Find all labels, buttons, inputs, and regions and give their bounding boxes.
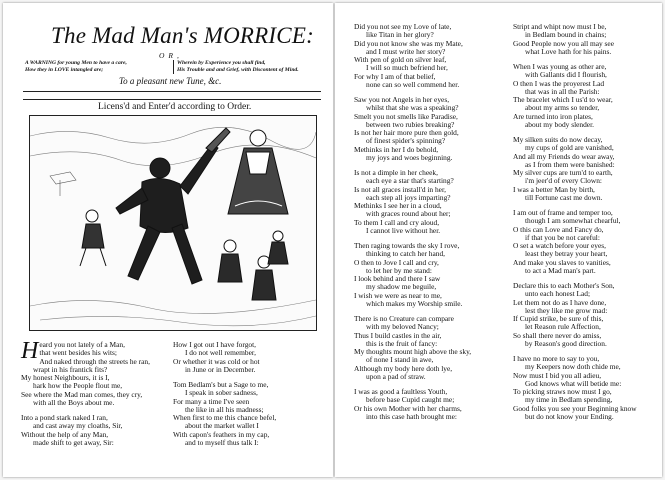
verse-line: my joys and woes beginning. <box>366 152 453 162</box>
verse-line: Methinks I see her in a cloud, <box>354 201 442 210</box>
verse-line: Did you not know she was my Mate, <box>354 38 463 48</box>
verse-line: to let her by me stand: <box>366 265 432 275</box>
licence-rule <box>23 99 321 100</box>
top-rule <box>23 91 321 92</box>
verse-line: I wish we were as near to me, <box>354 290 442 300</box>
or-line: OR, <box>159 51 183 60</box>
verse-line: and I must write her story? <box>366 46 446 56</box>
verse-line: and to myself thus talk I: <box>185 437 259 447</box>
verse-line: Good People now you all may see <box>513 38 614 48</box>
verse-line: There is no Creature can compare <box>354 314 454 323</box>
verse-line: each step all joys imparting? <box>366 192 451 202</box>
verse-line: With pen of gold on silver leaf, <box>354 55 447 64</box>
verse-line: in June or in December. <box>185 364 256 374</box>
verse-line: in Bedlam bound in chains; <box>525 30 607 40</box>
verse-line: my Keepers now doth chide me, <box>525 362 621 372</box>
ballad-title <box>51 23 314 49</box>
verse-line: made shift to get away, Sir: <box>33 437 114 447</box>
verse-line: I was a better Man by birth, <box>513 184 595 194</box>
verse-line: hark how the People flout me, <box>33 381 123 391</box>
verse-line: eard you not lately of a Man, <box>39 340 125 349</box>
verse-line: let Reason rule Affection, <box>525 322 601 332</box>
verse-line: i'm jeer'd of every Clown: <box>525 176 602 186</box>
verse-line: So shall there never do amiss, <box>513 330 602 340</box>
verse-line: I was as good a faultless Youth, <box>354 387 448 396</box>
verse-line: Tom Bedlam's but a Sage to me, <box>173 380 269 389</box>
verse-line: before base Cupid caught me; <box>366 395 455 405</box>
verse-line: into this case hath brought me: <box>366 411 457 421</box>
verse-line: My thoughts mount high above the sky, <box>354 347 472 356</box>
verse-line: To them I call and cry aloud, <box>354 217 440 227</box>
subtitle-left-line: How they in LOVE intangled are; <box>25 67 104 73</box>
left-column-2 <box>173 341 328 447</box>
left-page <box>3 3 333 477</box>
verse-line: Are turned into iron plates, <box>513 111 593 121</box>
drop-cap: H <box>21 338 39 364</box>
subtitle-right <box>173 60 299 74</box>
verse-line: Saw you not Angels in her eyes, <box>354 95 450 104</box>
verse-line: like Titan in her glory? <box>366 30 434 40</box>
verse-line: as I from them were banished: <box>525 159 615 169</box>
verse-line: Is not all graces install'd in her, <box>354 184 446 194</box>
verse-line: upon a pad of straw. <box>366 371 426 381</box>
verse-line: I cannot live without her. <box>366 225 441 235</box>
verse-line: For many a time I've seen <box>173 396 250 406</box>
verse-line: and cast away my cloaths, Sir, <box>33 421 123 431</box>
woodcut-drawing <box>30 116 316 330</box>
verse-line: what Love hath for his pains. <box>525 46 612 56</box>
subtitle-left <box>25 60 127 74</box>
verse-line: And all my Friends do wear away, <box>513 151 615 161</box>
verse-line: till Fortune cast me down. <box>525 192 603 202</box>
right-column-2 <box>513 23 662 421</box>
verse-line: And naked through the streets he ran, <box>39 356 150 366</box>
verse-line: My silver cups are turn'd to earth, <box>513 168 613 177</box>
verse-line: I do not well remember, <box>185 348 256 358</box>
verse-line: of finest spider's spinning? <box>366 136 446 146</box>
verse-line: To picking straws now must I go, <box>513 387 612 396</box>
subtitle-left-line: A WARNING for young Men to have a care, <box>25 60 127 66</box>
verse-line: O set a watch before your eyes, <box>513 241 606 250</box>
verse-line: between two rubies breaking? <box>366 119 455 129</box>
verse-line: Declare this to each Mother's Son, <box>513 281 615 290</box>
verse-line: but do not know your Ending. <box>525 411 614 421</box>
verse-line: none can so well commend her. <box>366 79 460 89</box>
verse-line: Stript and whipt now must I be, <box>513 22 607 31</box>
right-page <box>335 3 662 477</box>
verse-line: I look behind and there I saw <box>354 274 441 283</box>
verse-line: my cups of gold are vanished, <box>525 143 614 153</box>
left-column-1 <box>21 338 171 447</box>
tune-line: To a pleasant new Tune, &c. <box>119 76 222 86</box>
verse-line: O then I was the proyerest Lad <box>513 78 605 88</box>
verse-line: whilst that she was a speaking? <box>366 103 459 113</box>
verse-line: I have no more to say to you, <box>513 354 600 363</box>
verse-line: lest they like me grow mad: <box>525 305 608 315</box>
verse-line: The bracelet which I us'd to wear, <box>513 95 613 104</box>
verse-line: When first to me this chance befel, <box>173 413 277 422</box>
verse-line: Methinks in her I do behold, <box>354 144 439 154</box>
verse-line: I will so much befriend her, <box>366 63 448 73</box>
title-caps: MORRICE: <box>203 23 314 48</box>
verse-line: thinking to catch her hand, <box>366 249 446 259</box>
verse-line: with all the Boys about me. <box>33 397 115 407</box>
verse-line: I speak in sober sadness, <box>185 388 258 398</box>
verse-line: by Reason's good direction. <box>525 338 607 348</box>
subtitle-right-line: His Trouble and and Grief, with Discontent of Mind. <box>177 67 299 73</box>
verse-line: which makes my Worship smile. <box>366 298 463 308</box>
verse-line: With capon's feathers in my cap, <box>173 429 270 439</box>
verse-line: Into a pond stark naked I ran, <box>21 413 108 422</box>
verse-line: Although my body here doth lye, <box>354 363 453 373</box>
verse-line: each eye a star that's starting? <box>366 176 454 186</box>
verse-line: Then raging towards the sky I rove, <box>354 241 460 250</box>
verse-line: least they betray your heart, <box>525 249 608 259</box>
verse-line: Good folks you see your Beginning know <box>513 403 637 413</box>
verse-line: with graces round about her; <box>366 209 451 219</box>
verse-line: to act a Mad man's part. <box>525 265 596 275</box>
verse-line: my shadow me beguile, <box>366 282 437 292</box>
verse-line: of none I stand in awe, <box>366 355 434 365</box>
verse-line: Smelt you not smells like Paradise, <box>354 111 458 121</box>
verse-line: Is not her hair more pure then gold, <box>354 128 459 137</box>
verse-line: unto each honest Lad; <box>525 289 591 299</box>
verse-line: How I got out I have forgot, <box>173 340 256 349</box>
verse-line: And make you slaves to vanities, <box>513 257 611 267</box>
licence-line: Licens'd and Enter'd according to Order. <box>98 102 252 112</box>
subtitle-right-line: Wherein by Experience you shall find, <box>177 60 266 66</box>
woodcut-illustration <box>29 115 317 331</box>
verse-line: If Cupid strike, be sure of this, <box>513 314 604 323</box>
right-column-1 <box>354 23 510 421</box>
verse-line: with Gallants did I flourish, <box>525 70 607 80</box>
verse-line: about my body slender. <box>525 119 594 129</box>
verse-line: that was in all the Parish: <box>525 86 600 96</box>
verse-line: See where the Mad man comes, they cry, <box>21 389 143 399</box>
verse-line: Thus I build castles in the air, <box>354 330 442 340</box>
verse-line: I am out of frame and temper too, <box>513 208 613 217</box>
verse-line: Is not a dimple in her cheek, <box>354 168 438 177</box>
verse-line: about my arms so tender, <box>525 103 600 113</box>
verse-line: Without the help of any Man, <box>21 429 109 439</box>
verse-line: My silken suits do now decay, <box>513 135 603 144</box>
verse-line: Did you not see my Love of late, <box>354 22 452 31</box>
verse-line: Or his own Mother with her charms, <box>354 403 462 413</box>
verse-line: my time in Bedlam spending, <box>525 395 613 405</box>
left-column-1-lines <box>21 338 171 447</box>
verse-line: the like in all his madness; <box>185 404 264 414</box>
verse-line: if that you be not careful: <box>525 232 600 242</box>
verse-line: with my beloved Nancy; <box>366 322 439 332</box>
verse-line: that went besides his wits; <box>39 348 117 358</box>
verse-line: Or whether it was cold or hot <box>173 356 260 366</box>
verse-line: wrapt in his frantick fits? <box>33 364 108 374</box>
verse-line: O this can Love and Fancy do, <box>513 224 604 234</box>
verse-line: Let them not do as I have done, <box>513 297 607 307</box>
verse-line: Now must I bid you all adieu, <box>513 370 602 380</box>
verse-line: For why I am of that belief, <box>354 71 436 81</box>
verse-line: When I was young as other are, <box>513 62 607 71</box>
verse-line: My honest Neighbours, it is I, <box>21 373 110 382</box>
verse-line: God knows what will betide me: <box>525 378 622 388</box>
verse-line: this is the fruit of fancy: <box>366 338 438 348</box>
verse-line: though I am somewhat chearful, <box>525 216 621 226</box>
title-main: The Mad Man's <box>51 23 204 48</box>
verse-line: about the market wallet I <box>185 421 259 431</box>
verse-line: O then to Jove I call and cry, <box>354 257 439 267</box>
